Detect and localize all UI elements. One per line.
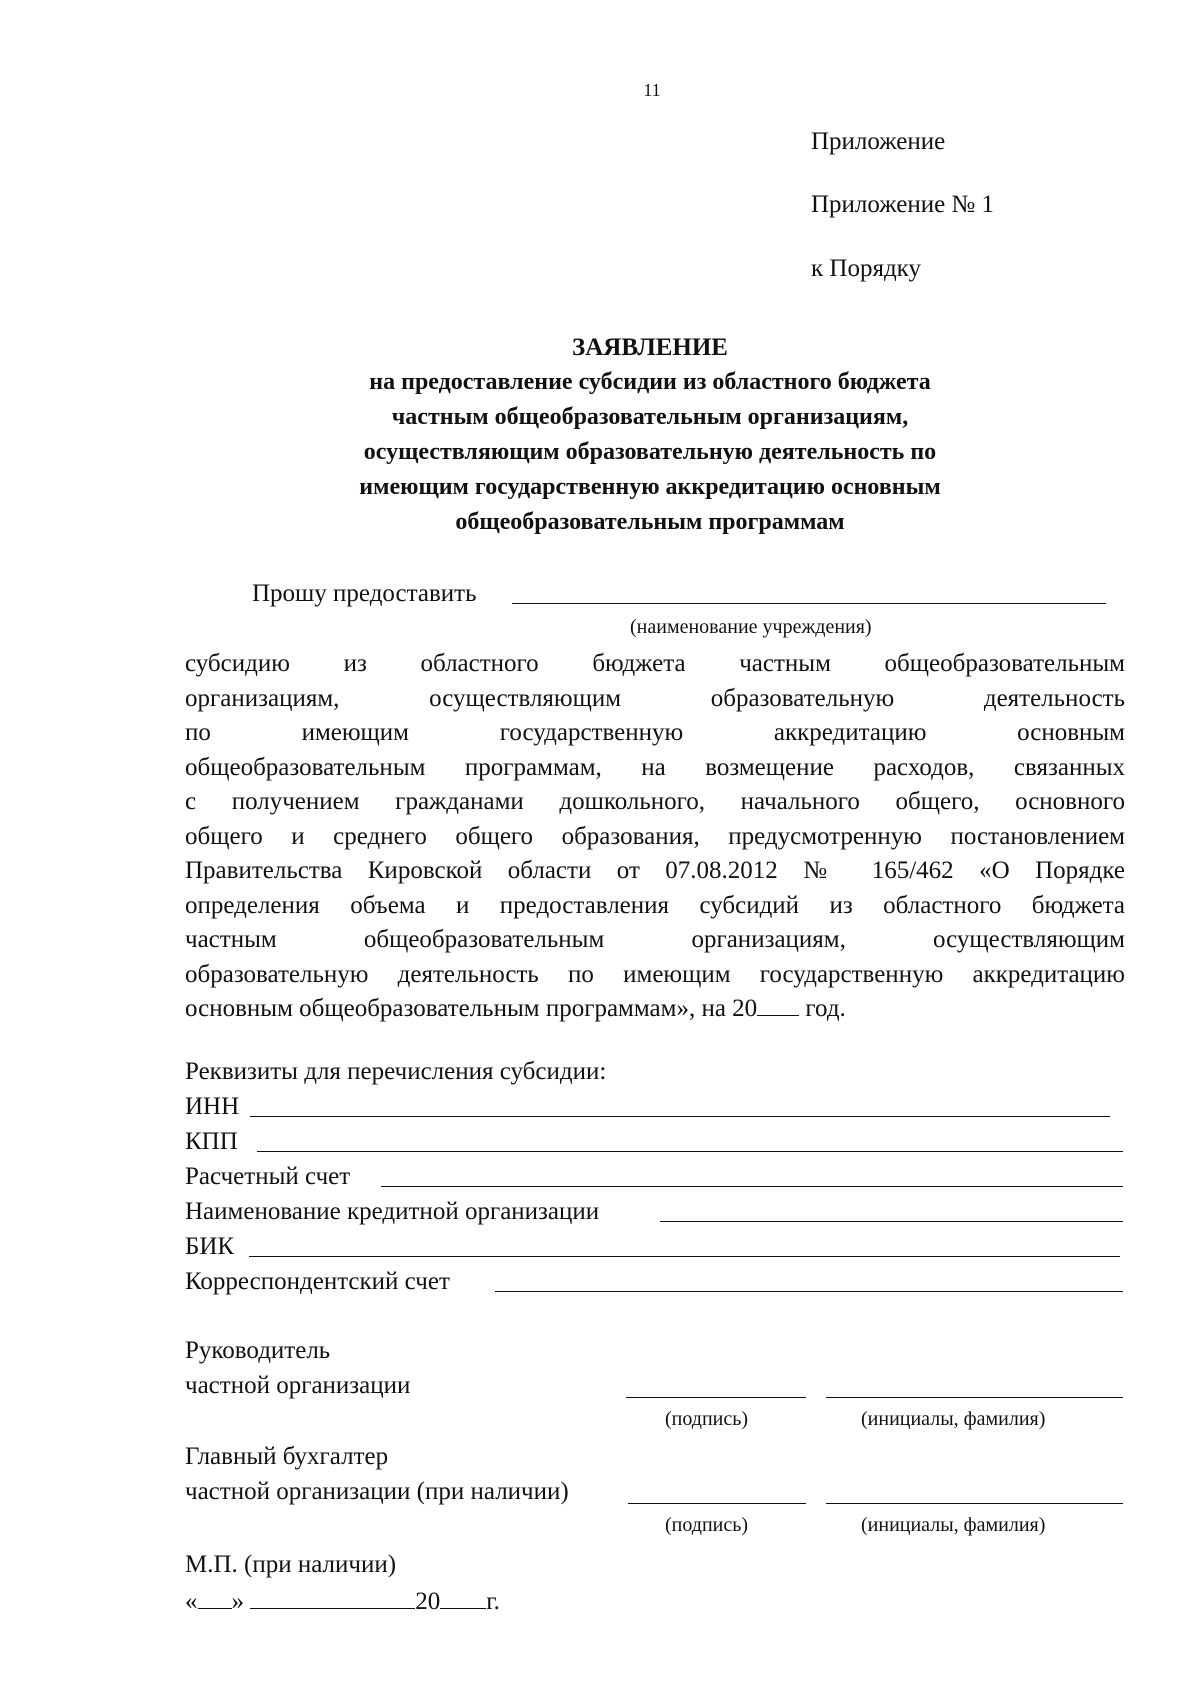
head-signature-caption: (подпись) (665, 1408, 749, 1430)
accountant-signature-caption: (подпись) (665, 1514, 749, 1536)
appendix-line-2: Приложение № 1 (811, 191, 995, 218)
accountant-signature-field[interactable] (628, 1503, 806, 1504)
date-year-suffix: г. (486, 1588, 500, 1615)
title-line-4: имеющим государственную аккредитацию основным (359, 474, 941, 500)
kpp-field[interactable] (257, 1151, 1123, 1152)
head-name-field[interactable] (826, 1397, 1123, 1398)
date-year-field[interactable] (440, 1586, 486, 1609)
title-line-3: осуществляющим образовательную деятельность по (363, 439, 937, 465)
head-label-line-1: Руководитель (185, 1337, 331, 1364)
institution-name-field[interactable] (512, 603, 1106, 604)
corr-account-label: Корреспондентский счет (185, 1268, 450, 1295)
accountant-name-caption: (инициалы, фамилия) (861, 1514, 1046, 1536)
accountant-name-field[interactable] (826, 1503, 1123, 1504)
body-line-9: частным общеобразовательным организациям, осуществляющим (185, 926, 1125, 953)
body-line-3: по имеющим государственную аккредитацию основным (185, 719, 1125, 746)
title-main: ЗАЯВЛЕНИЕ (572, 334, 728, 361)
body-line-4: общеобразовательным программам, на возмещение расходов, связанных (185, 753, 1125, 781)
body-last-suffix: год. (799, 995, 846, 1022)
request-label: Прошу предоставить (252, 580, 477, 607)
title-line-2: частным общеобразовательным организациям, (391, 404, 909, 430)
institution-name-caption: (наименование учреждения) (630, 616, 872, 638)
bank-name-label: Наименование кредитной организации (185, 1198, 600, 1225)
body-line-8: определения объема и предоставления субсидий из областного бюджета (185, 891, 1125, 919)
bik-field[interactable] (249, 1256, 1120, 1257)
document-title (150, 330, 1150, 540)
title-line-5: общеобразовательным программам (455, 509, 845, 535)
date-line (185, 1586, 500, 1616)
account-field[interactable] (381, 1186, 1123, 1187)
inn-field[interactable] (250, 1116, 1110, 1117)
body-last-text: основным общеобразовательным программам», на 20 (185, 995, 758, 1022)
body-line-2: организациям, осуществляющим образовательную деятельность (185, 684, 1125, 712)
body-line-7: Правительства Кировской области от 07.08.2012 № 165/462 «О Порядке (185, 857, 1125, 884)
accountant-label-line-1: Главный бухгалтер (185, 1443, 389, 1470)
body-line-5: с получением гражданами дошкольного, начального общего, основного (185, 788, 1125, 815)
date-year-prefix: 20 (415, 1588, 441, 1615)
kpp-label: КПП (185, 1128, 238, 1155)
date-month-field[interactable] (250, 1586, 415, 1609)
inn-label: ИНН (185, 1093, 240, 1120)
head-name-caption: (инициалы, фамилия) (861, 1408, 1046, 1430)
date-close-quote: » (231, 1588, 244, 1615)
stamp-label: М.П. (при наличии) (185, 1551, 397, 1578)
year-field[interactable] (757, 993, 799, 1016)
corr-account-field[interactable] (495, 1291, 1123, 1292)
body-line-10: образовательную деятельность по имеющим государственную аккредитацию (185, 960, 1125, 988)
body-paragraph (185, 647, 1125, 1027)
date-day-field[interactable] (198, 1586, 232, 1609)
title-line-1: на предоставление субсидии из областного бюджета (369, 369, 931, 395)
date-open-quote: « (185, 1588, 198, 1615)
requisites-title: Реквизиты для перечисления субсидии: (185, 1058, 607, 1085)
page-number: 11 (643, 80, 661, 100)
body-line-6: общего и среднего общего образования, предусмотренную постановлением (185, 822, 1125, 850)
bik-label: БИК (185, 1233, 235, 1260)
body-line-11 (185, 992, 1125, 1027)
appendix-line-1: Приложение (811, 128, 946, 155)
bank-name-field[interactable] (660, 1221, 1123, 1222)
body-line-1: субсидию из областного бюджета частным общеобразовательным (185, 650, 1125, 677)
accountant-label-line-2: частной организации (при наличии) (185, 1478, 569, 1505)
head-label-line-2: частной организации (185, 1372, 411, 1399)
account-label: Расчетный счет (185, 1163, 351, 1190)
appendix-line-3: к Порядку (811, 255, 921, 282)
head-signature-field[interactable] (626, 1397, 806, 1398)
